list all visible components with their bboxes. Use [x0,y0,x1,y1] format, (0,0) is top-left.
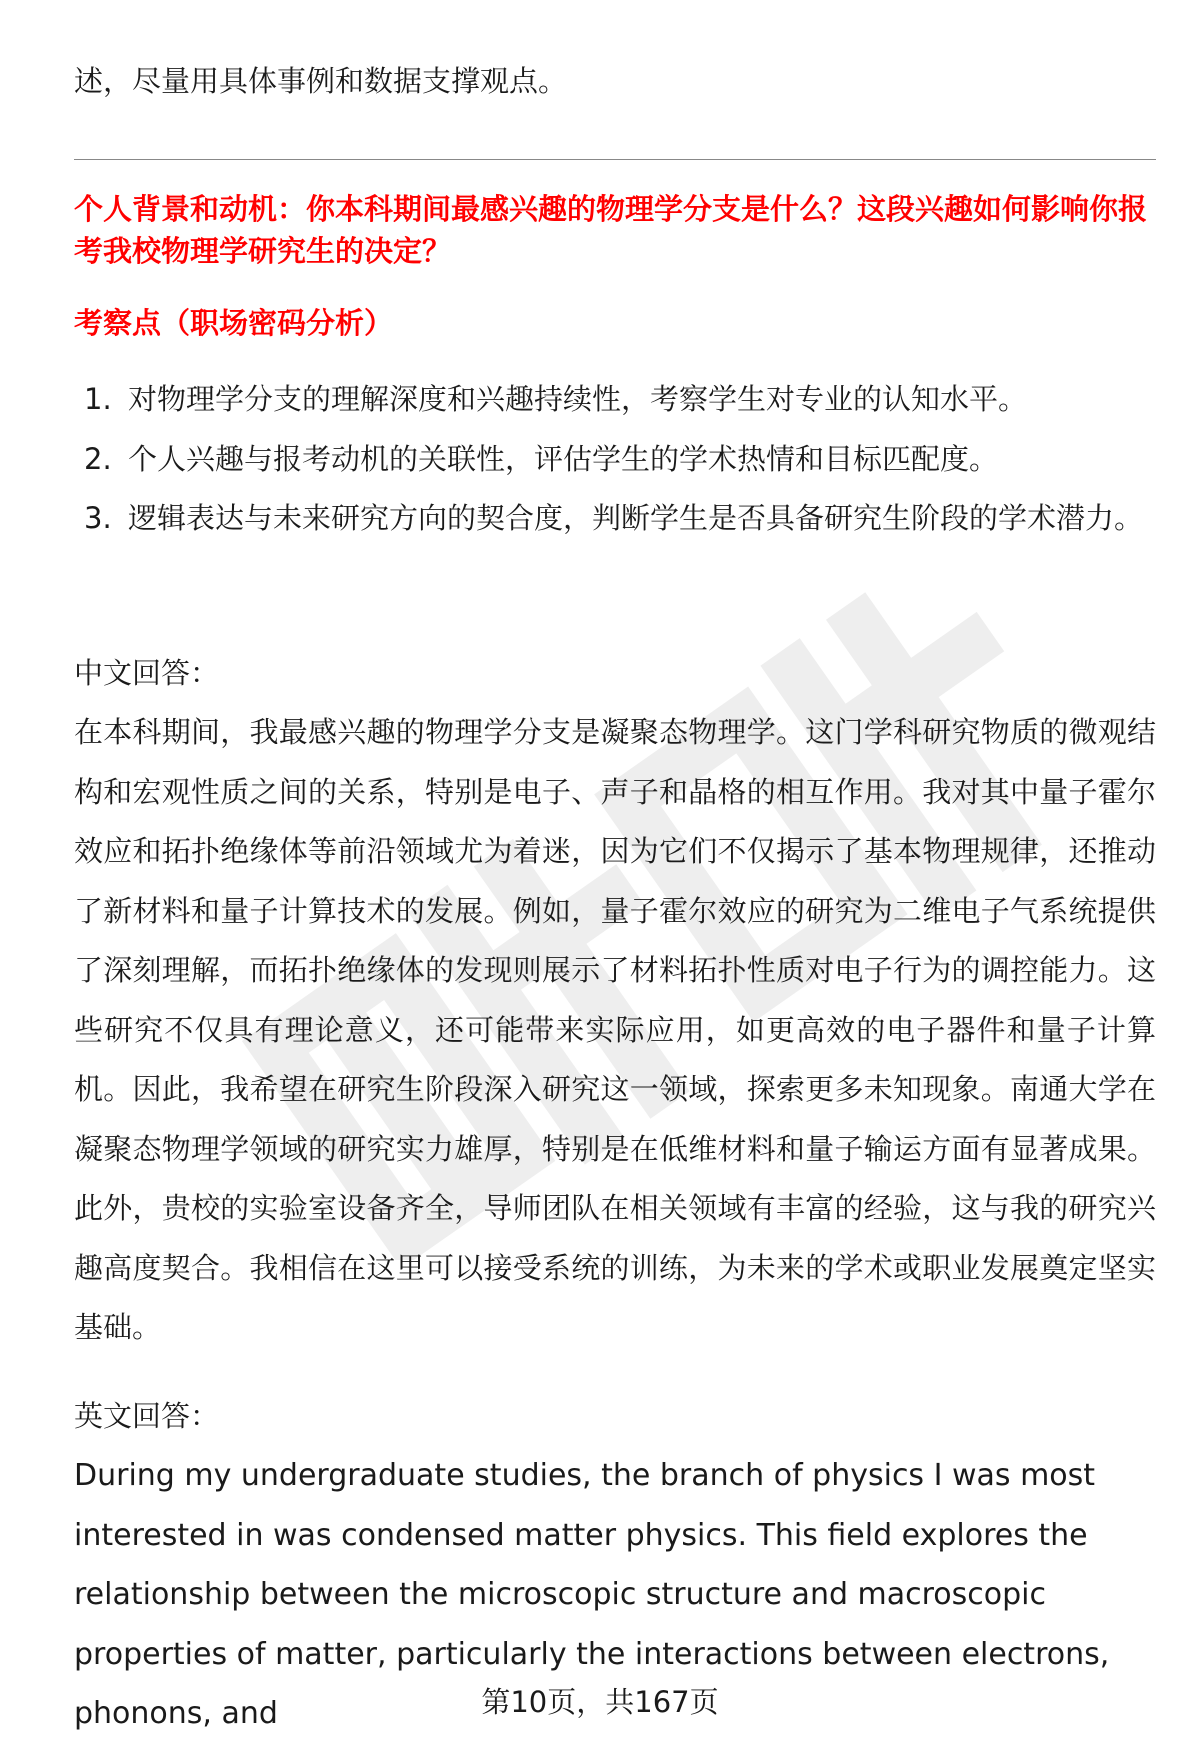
chinese-answer-text: 在本科期间，我最感兴趣的物理学分支是凝聚态物理学。这门学科研究物质的微观结构和宏观性质之间的关系，特别是电子、声子和晶格的相互作用。我对其中量子霍尔效应和拓扑绝缘体等前沿领域尤为着迷，因为它们不仅揭示了基本物理规律，还推动了新材料和量子计算技术的发展。例如，量子霍尔效应的研究为二维电子气系统提供了深刻理解，而拓扑绝缘体的发现则展示了材料拓扑性质对电子行为的调控能力。这些研究不仅具有理论意义，还可能带来实际应用，如更高效的电子器件和量子计算机。因此，我希望在研究生阶段深入研究这一领域，探索更多未知现象。南通大学在凝聚态物理学领域的研究实力雄厚，特别是在低维材料和量子输运方面有显著成果。此外，贵校的实验室设备齐全，导师团队在相关领域有丰富的经验，这与我的研究兴趣高度契合。我相信在这里可以接受系统的训练，为未来的学术或职业发展奠定坚实基础。 [74,715,1156,1344]
list-item [74,430,1156,490]
chinese-answer-label: 中文回答： [74,656,220,690]
list-item-number: 2. [84,441,112,476]
list-item-text: 对物理学分支的理解深度和兴趣持续性，考察学生对专业的认知水平。 [128,382,1028,416]
page-number-footer: 第10页，共167页 [481,1685,719,1719]
list-item-text: 逻辑表达与未来研究方向的契合度，判断学生是否具备研究生阶段的学术潜力。 [128,501,1144,535]
list-item [74,489,1156,549]
english-answer-label: 英文回答： [74,1399,220,1433]
english-answer-text: During my undergraduate studies, the branch of physics I was most interested in was condensed matter physics. This field explores the relationship between the microscopic structure and macroscopic properties of matter, particularly the interactions between electrons, phonons, and [74,1458,1110,1731]
list-item-number: 3. [84,501,112,535]
list-item [74,370,1156,430]
section-divider [74,159,1156,160]
question-heading: 个人背景和动机：你本科期间最感兴趣的物理学分支是什么？这段兴趣如何影响你报考我校物理学研究生的决定？ [74,192,1148,268]
list-item-text: 个人兴趣与报考动机的关联性，评估学生的学术热情和目标匹配度。 [128,441,999,476]
continued-text: 述，尽量用具体事例和数据支撑观点。 [74,64,568,98]
examination-points-heading: 考察点（职场密码分析） [74,306,394,340]
list-item-number: 1. [84,382,112,416]
examination-points-list [74,370,1156,549]
